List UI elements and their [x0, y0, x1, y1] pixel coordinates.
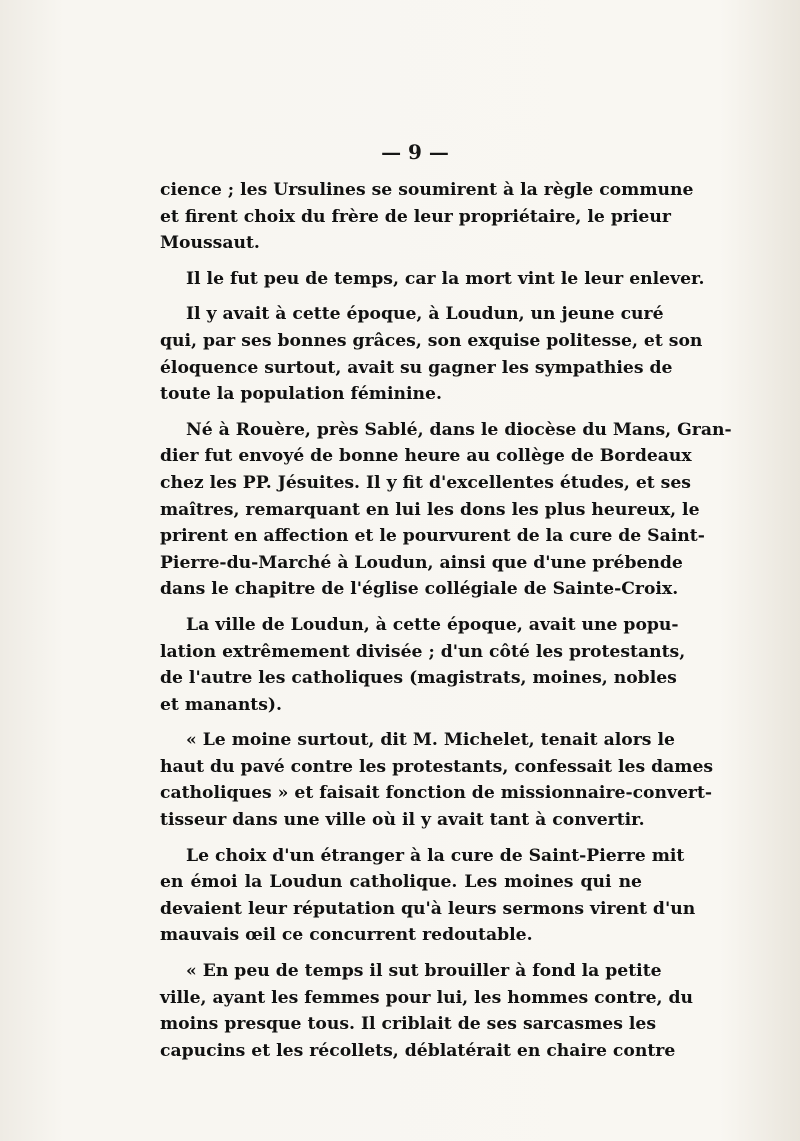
text-line: Il y avait à cette époque, à Loudun, un jeune curé	[186, 304, 664, 325]
paragraph	[160, 958, 694, 1064]
paragraph	[160, 417, 732, 603]
text-line: de l'autre les catholiques (magistrats, moines, nobles	[160, 668, 677, 689]
text-line: dier fut envoyé de bonne heure au collège de Bordeaux	[160, 446, 692, 467]
text-line: tisseur dans une ville où il y avait tant à convertir.	[160, 810, 645, 831]
text-line: « Le moine surtout, dit M. Michelet, tenait alors le	[186, 730, 675, 751]
text-line: dans le chapitre de l'église collégiale de Sainte-Croix.	[160, 579, 679, 600]
text-line: Pierre-du-Marché à Loudun, ainsi que d'une prébende	[160, 552, 683, 573]
paragraph	[160, 177, 694, 257]
paragraph	[160, 843, 696, 949]
text-line: Moussaut.	[160, 233, 260, 254]
text-line: mauvais œil ce concurrent redoutable.	[160, 925, 533, 946]
text-line: Né à Rouère, près Sablé, dans le diocèse du Mans, Gran-	[186, 419, 732, 440]
paragraph-gap	[160, 257, 642, 266]
text-line: capucins et les récollets, déblatérait en chaire contre	[160, 1040, 676, 1061]
text-line: « En peu de temps il sut brouiller à fond la petite	[186, 961, 662, 982]
text-line: et manants).	[160, 694, 283, 715]
paragraph-gap	[160, 949, 642, 958]
text-line: éloquence surtout, avait su gagner les sympathies de	[160, 357, 673, 378]
paragraph	[160, 266, 705, 293]
text-line: moins presque tous. Il criblait de ses sarcasmes les	[160, 1014, 657, 1035]
text-line: qui, par ses bonnes grâces, son exquise politesse, et son	[160, 330, 703, 351]
paragraph	[160, 612, 686, 718]
body-text	[160, 177, 732, 1064]
paragraph-gap	[160, 718, 642, 727]
text-line: devaient leur réputation qu'à leurs sermons virent d'un	[160, 898, 696, 919]
text-line: haut du pavé contre les protestants, confessait les dames	[160, 756, 714, 777]
text-line: chez les PP. Jésuites. Il y fit d'excellentes études, et ses	[160, 472, 691, 493]
page-number: — 9 —	[381, 140, 449, 164]
text-line: en émoi la Loudun catholique. Les moines qui ne	[160, 872, 642, 893]
text-line: Le choix d'un étranger à la cure de Saint-Pierre mit	[186, 845, 685, 866]
text-line: et firent choix du frère de leur propriétaire, le prieur	[160, 206, 671, 227]
text-line: ville, ayant les femmes pour lui, les hommes contre, du	[160, 987, 694, 1008]
paragraph-gap	[160, 834, 642, 843]
text-line: prirent en affection et le pourvurent de la cure de Saint-	[160, 526, 705, 547]
text-line: Il le fut peu de temps, car la mort vint le leur enlever.	[186, 268, 705, 289]
paragraph-gap	[160, 408, 642, 417]
paragraph	[160, 727, 714, 833]
text-line: toute la population féminine.	[160, 384, 442, 405]
paragraph	[160, 301, 703, 407]
text-line: maîtres, remarquant en lui les dons les plus heureux, le	[160, 499, 700, 520]
text-line: La ville de Loudun, à cette époque, avait une popu-	[186, 614, 679, 635]
text-line: catholiques » et faisait fonction de missionnaire-convert-	[160, 783, 713, 804]
paragraph-gap	[160, 603, 642, 612]
paragraph-gap	[160, 292, 642, 301]
text-line: lation extrêmement divisée ; d'un côté les protestants,	[160, 641, 686, 662]
text-line: cience ; les Ursulines se soumirent à la règle commune	[160, 180, 694, 200]
